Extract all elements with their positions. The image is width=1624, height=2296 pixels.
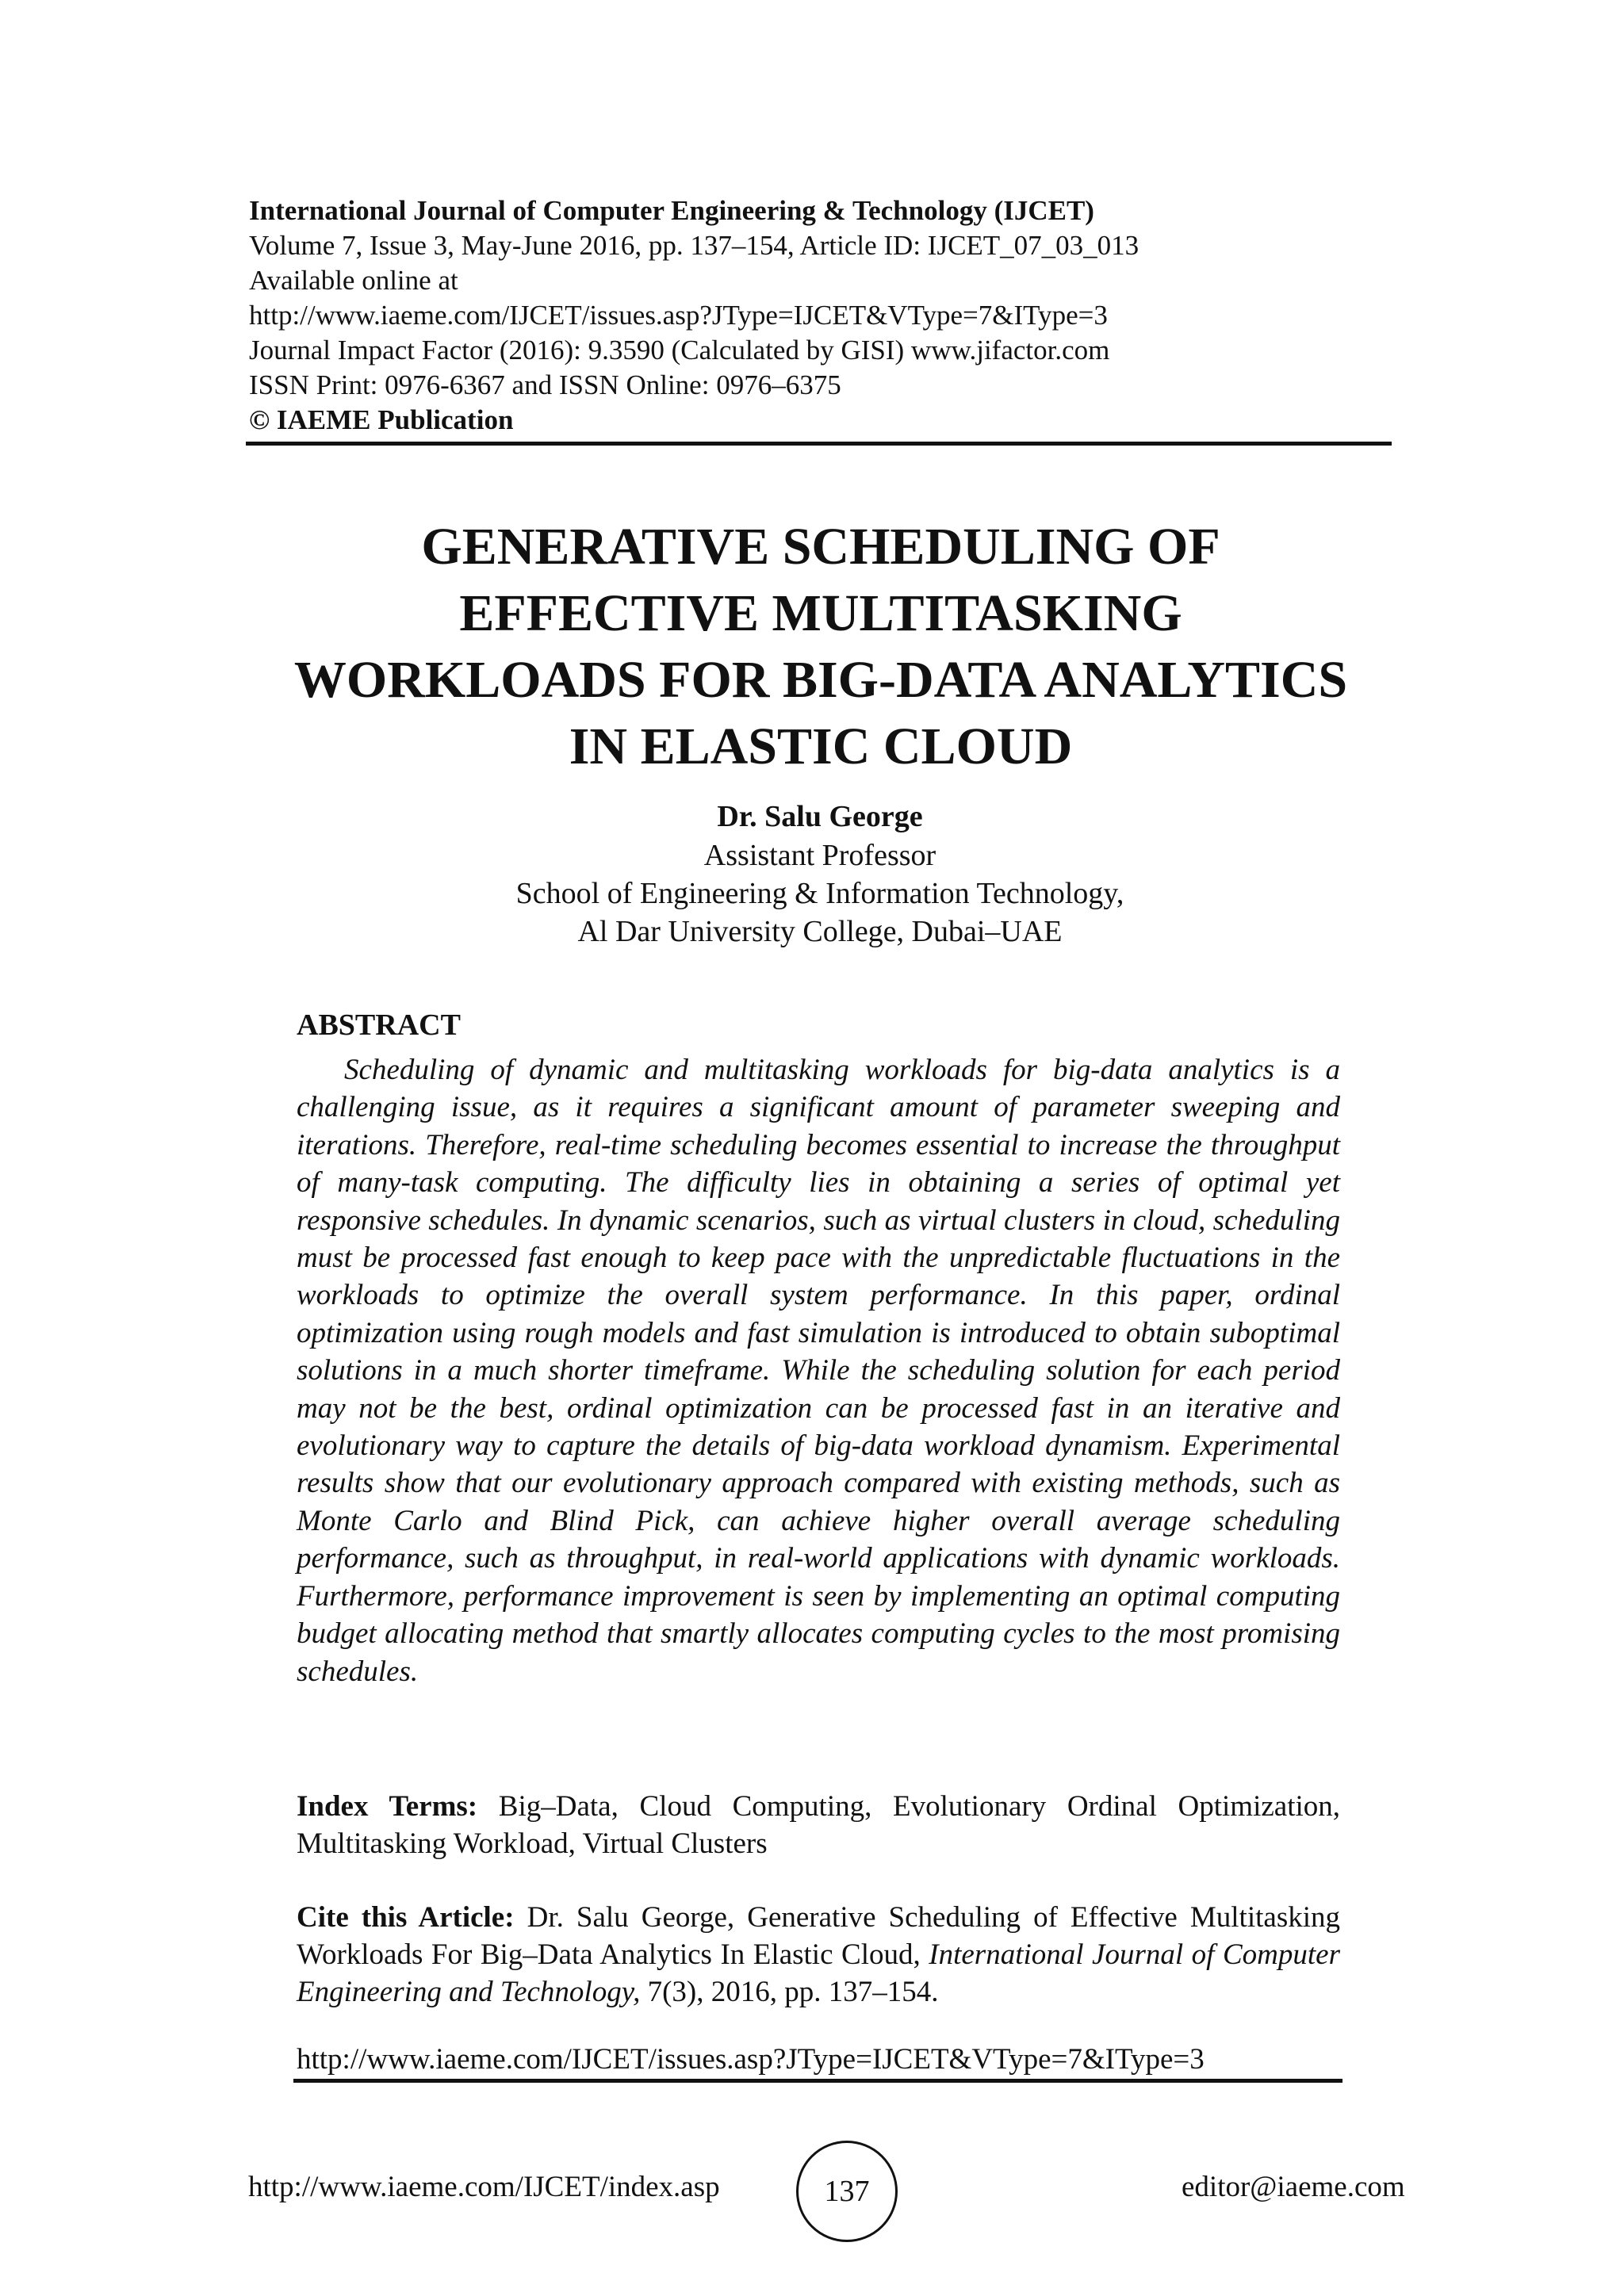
title-line: EFFECTIVE MULTITASKING [459,584,1182,642]
cite-divider [293,2079,1342,2083]
cite-journal: International Journal of Computer Engineering and Technology, [297,1938,1340,2008]
impact-factor: Journal Impact Factor (2016): 9.3590 (Calculated by GISI) www.jifactor.com [249,335,1110,365]
abstract-text: Scheduling of dynamic and multitasking workloads for big-data analytics is a challenging issue, as it requires a significant amount of parameter sweeping and iterations. Therefore, real-time scheduling becomes essential to increase the throughput of many-task computing. The difficulty lies in obtaining a series of optimal yet responsive schedules. In dynamic scenarios, such as virtual clusters in cloud, scheduling must be processed fast enough to keep pace with the unpredictable fluctuations in the workloads to optimize the overall system performance. In this paper, ordinal optimization using rough models and fast simulation is introduced to obtain suboptimal solutions in a much shorter timeframe. While the scheduling solution for each period may not be the best, ordinal optimization can be processed fast in an iterative and evolutionary way to capture the details of big-data workload dynamism. Experimental results show that our evolutionary approach compared with existing methods, such as Monte Carlo and Blind Pick, can achieve higher overall average scheduling performance, such as throughput, in real-world applications with dynamic workloads. Furthermore, performance improvement is seen by implementing an optimal computing budget allocating method that smartly allocates computing cycles to the most promising schedules. [297,1054,1340,1688]
journal-name: International Journal of Computer Engineering & Technology (IJCET) [249,195,1094,226]
title-line: IN ELASTIC CLOUD [569,718,1073,775]
paper-title [198,514,1443,780]
cite-article [297,1899,1340,2011]
cite-label: Cite this Article: [297,1901,515,1934]
page-number-text: 137 [824,2175,870,2208]
journal-header [249,193,1391,438]
author-block [249,797,1391,951]
abstract-heading: ABSTRACT [297,1008,461,1042]
issue-url-link[interactable]: http://www.iaeme.com/IJCET/issues.asp?JType=IJCET&VType=7&IType=3 [249,300,1108,331]
author-name: Dr. Salu George [717,800,923,833]
author-college: Al Dar University College, Dubai–UAE [577,915,1063,948]
cite-text: Dr. Salu George, Generative Scheduling of Effective Multitasking Workloads For Big–Data Analytics In Elastic Cloud, [297,1901,1340,1971]
page-number [796,2141,898,2242]
title-line: GENERATIVE SCHEDULING OF [421,518,1220,576]
title-line: WORKLOADS FOR BIG-DATA ANALYTICS [293,651,1348,709]
volume-line: Volume 7, Issue 3, May-June 2016, pp. 137–154, Article ID: IJCET_07_03_013 [249,230,1139,261]
footer-url-link[interactable]: http://www.iaeme.com/IJCET/index.asp [248,2171,720,2203]
index-terms-text: Big–Data, Cloud Computing, Evolutionary Ordinal Optimization, Multitasking Workload, Virtual Clusters [297,1790,1340,1860]
index-terms [297,1788,1340,1862]
publisher-line: © IAEME Publication [249,404,514,435]
available-online: Available online at [249,265,458,296]
footer-email-link[interactable]: editor@iaeme.com [1182,2171,1405,2203]
cite-url-link[interactable]: http://www.iaeme.com/IJCET/issues.asp?JType=IJCET&VType=7&IType=3 [297,2043,1205,2076]
author-position: Assistant Professor [703,839,936,872]
cite-details: 7(3), 2016, pp. 137–154. [647,1976,939,2008]
issn-line: ISSN Print: 0976-6367 and ISSN Online: 0976–6375 [249,369,841,400]
author-school: School of Engineering & Information Technology, [515,877,1124,910]
header-divider [246,442,1392,446]
index-terms-label: Index Terms: [297,1790,478,1823]
